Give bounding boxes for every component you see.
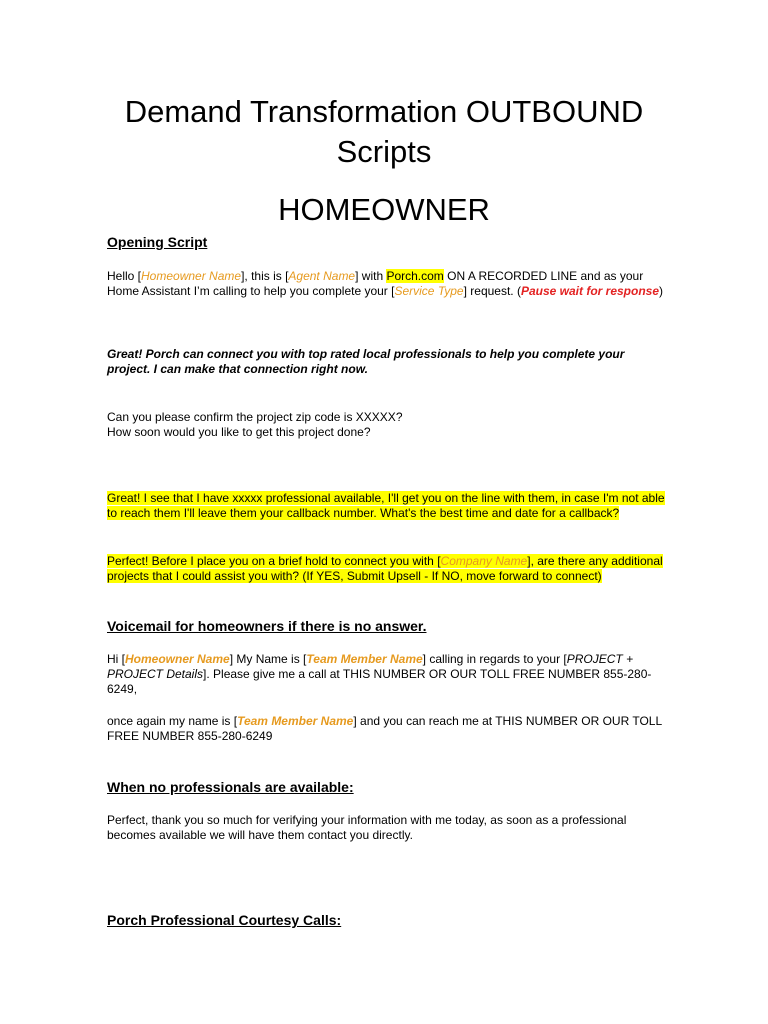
great-available-paragraph: Great! I see that I have xxxxx professional available, I'll get you on the line with them, in case I'm not able to reach them I'll leave them your callback number. What's the best time and date for a callback? — [107, 491, 665, 520]
opening-script-paragraph: Hello [Homeowner Name], this is [Agent Name] with Porch.com ON A RECORDED LINE and as your Home Assistant I’m calling to help you complete your [Service Type] request. (Pause wait for response) — [107, 269, 664, 298]
no-professionals-heading: When no professionals are available: — [107, 779, 354, 795]
voicemail-repeat-paragraph: once again my name is [Team Member Name] and you can reach me at THIS NUMBER OR OUR TOLL FREE NUMBER 855-280-6249 — [107, 714, 662, 743]
no-professionals-paragraph: Perfect, thank you so much for verifying your information with me today, as soon as a professional becomes available we will have them contact you directly. — [107, 813, 627, 842]
voicemail-paragraph: Hi [Homeowner Name] My Name is [Team Member Name] calling in regards to your [PROJECT + PROJECT Details]. Please give me a call at THIS NUMBER OR OUR TOLL FREE NUMBER 855-280-6249, — [107, 652, 652, 696]
porch-highlight: Porch.com — [386, 269, 444, 283]
courtesy-calls-heading: Porch Professional Courtesy Calls: — [107, 912, 342, 928]
perfect-hold-paragraph: Perfect! Before I place you on a brief hold to connect you with [Company Name], are there any additional projects that I could assist you with? (If YES, Submit Upsell - If NO, move forward to connect) — [107, 554, 663, 583]
agent-name-placeholder: Agent Name — [288, 269, 356, 283]
homeowner-name-placeholder: Homeowner Name — [125, 652, 230, 666]
document-title — [60, 92, 708, 172]
opening-script-heading: Opening Script — [107, 234, 208, 250]
pause-instruction: Pause wait for response — [520, 284, 660, 298]
confirm-paragraph — [107, 410, 667, 440]
team-member-name-placeholder: Team Member Name — [306, 652, 423, 666]
homeowner-name-placeholder: Homeowner Name — [141, 269, 242, 283]
voicemail-heading: Voicemail for homeowners if there is no answer. — [107, 618, 427, 634]
timeline-line: How soon would you like to get this project done? — [107, 425, 371, 439]
team-member-name-placeholder: Team Member Name — [237, 714, 354, 728]
company-name-placeholder: Company Name — [440, 554, 528, 568]
title-line-1: Demand Transformation OUTBOUND — [124, 94, 644, 129]
project-details-placeholder: PROJECT + PROJECT Details — [107, 652, 634, 681]
document-subtitle: HOMEOWNER — [278, 192, 490, 227]
great-connect-paragraph: Great! Porch can connect you with top rated local professionals to help you complete your project. I can make that connection right now. — [107, 347, 625, 376]
confirm-zip-line: Can you please confirm the project zip code is XXXXX? — [107, 410, 403, 424]
title-line-2: Scripts — [336, 134, 432, 169]
service-type-placeholder: Service Type — [394, 284, 464, 298]
